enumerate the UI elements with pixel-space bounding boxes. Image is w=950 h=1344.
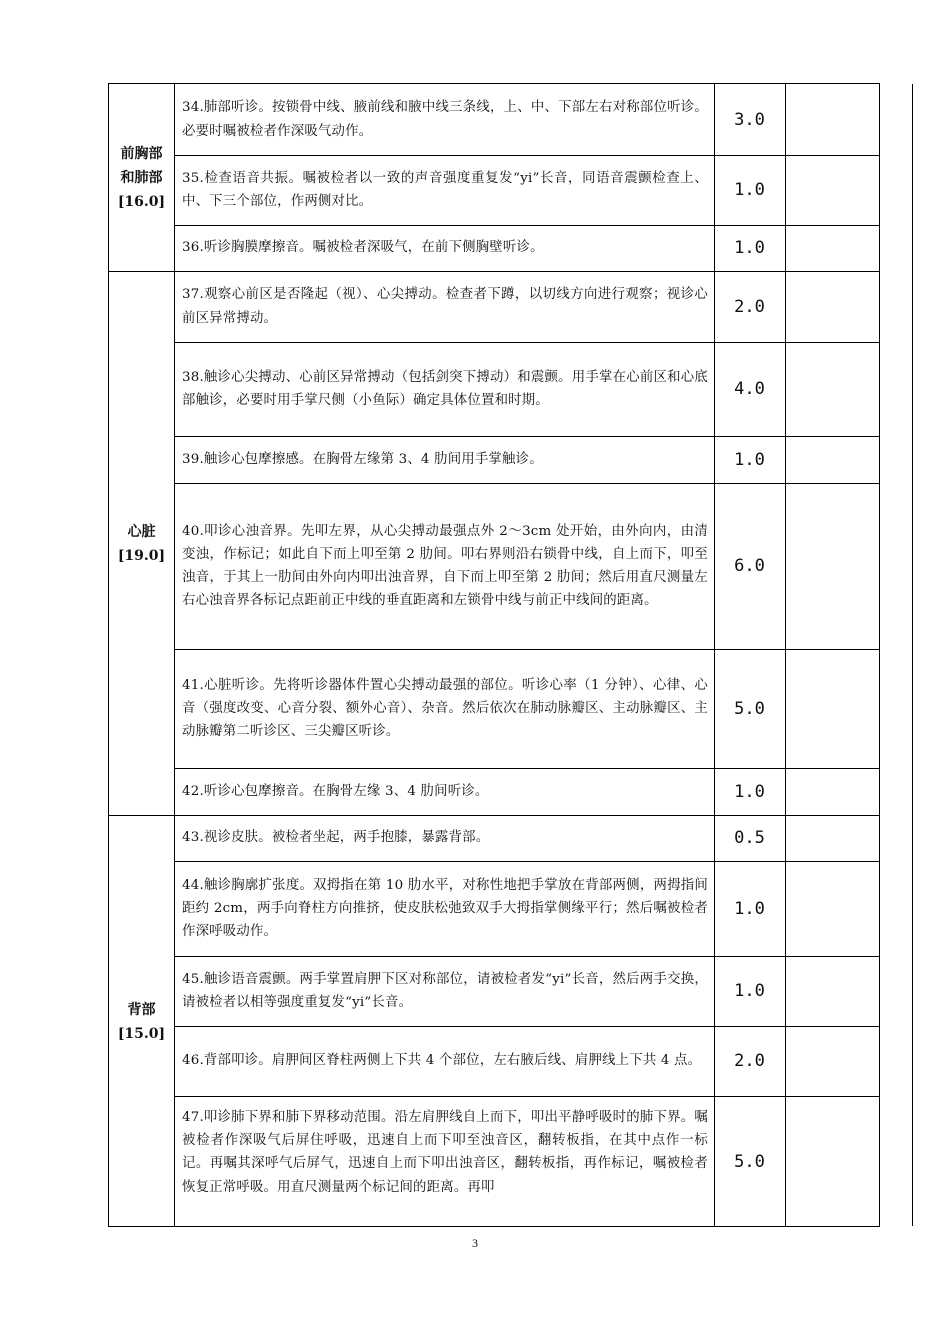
- item-description: 40.叩诊心浊音界。先叩左界，从心尖搏动最强点外 2～3cm 处开始，由外向内，由清变浊，作标记；如此自下而上叩至第 2 肋间。叩右界则沿右锁骨中线，自上而下，叩至浊音，于其上一肋间由外向内叩出浊音界，自下而上叩至第 2 肋间；然后用直尺测量左右心浊音界各标记点距前正中线的垂直距离和左锁骨中线与前正中线间的距离。: [182, 523, 708, 609]
- section-total: [19.0]: [117, 547, 166, 564]
- item-score: 6.0: [734, 556, 765, 576]
- item-description: 34.肺部听诊。按锁骨中线、腋前线和腋中线三条线，上、中、下部左右对称部位听诊。必要时嘱被检者作深吸气动作。: [182, 100, 708, 139]
- item-score: 1.0: [734, 180, 765, 200]
- section-cell-chest-lungs: [109, 84, 174, 271]
- scoring-table: [108, 83, 880, 1227]
- section-name: 心脏: [127, 523, 156, 540]
- page-number: 3: [472, 1236, 478, 1250]
- column-divider: [912, 84, 913, 1226]
- section-total: [15.0]: [117, 1026, 166, 1042]
- column-divider: [785, 84, 786, 1226]
- item-score: 2.0: [734, 1051, 765, 1071]
- item-score: 2.0: [734, 296, 765, 317]
- section-name: 背部: [127, 1002, 156, 1018]
- item-score: 5.0: [734, 1152, 765, 1172]
- item-score: 0.5: [734, 828, 765, 848]
- item-score: 1.0: [734, 781, 765, 802]
- item-description: 36.听诊胸膜摩擦音。嘱被检者深吸气，在前下侧胸壁听诊。: [182, 240, 544, 256]
- item-score: 1.0: [734, 898, 765, 919]
- item-description: 37.观察心前区是否隆起（视）、心尖搏动。检查者下蹲，以切线方向进行观察；视诊心前区异常搏动。: [182, 287, 708, 326]
- column-divider: [174, 84, 175, 1226]
- section-cell-heart: [109, 271, 174, 815]
- section-cell-back: [109, 815, 174, 1228]
- item-description: 35.检查语音共振。嘱被检者以一致的声音强度重复发“yi”长音，同语音震颤检查上、中、下三个部位，作两侧对比。: [182, 170, 708, 209]
- item-description: 39.触诊心包摩擦感。在胸骨左缘第 3、4 肋间用手掌触诊。: [182, 451, 543, 467]
- item-description: 47.叩诊肺下界和肺下界移动范围。沿左肩胛线自上而下，叩出平静呼吸时的肺下界。嘱被检者作深吸气后屏住呼吸，迅速自上而下叩至浊音区，翻转板指，在其中点作一标记。再嘱其深呼气后屏气，迅速自上而下叩出浊音区，翻转板指，再作标记，嘱被检者恢复正常呼吸。用直尺测量两个标记间的距离。再叩: [182, 1110, 708, 1195]
- item-description: 43.视诊皮肤。被检者坐起，两手抱膝，暴露背部。: [182, 830, 490, 846]
- section-name: 前胸部和肺部: [120, 145, 163, 186]
- item-description: 46.背部叩诊。肩胛间区脊柱两侧上下共 4 个部位，左右腋后线、肩胛线上下共 4 点。: [182, 1053, 702, 1069]
- section-total: [16.0]: [117, 193, 166, 210]
- item-description: 44.触诊胸廓扩张度。双拇指在第 10 肋水平，对称性地把手掌放在背部两侧，两拇指间距约 2cm，两手向脊柱方向推挤，使皮肤松弛致双手大拇指掌侧缘平行；然后嘱被检者作深呼吸动作。: [182, 877, 708, 940]
- item-score: 5.0: [734, 698, 765, 719]
- item-description: 42.听诊心包摩擦音。在胸骨左缘 3、4 肋间听诊。: [182, 783, 489, 799]
- item-score: 1.0: [734, 238, 765, 258]
- item-score: 1.0: [734, 981, 765, 1001]
- item-score: 3.0: [734, 109, 765, 130]
- item-description: 41.心脏听诊。先将听诊器体件置心尖搏动最强的部位。听诊心率（1 分钟）、心律、心音（强度改变、心音分裂、额外心音）、杂音。然后依次在肺动脉瓣区、主动脉瓣区、主动脉瓣第二听诊区、三尖瓣区听诊。: [182, 677, 708, 740]
- item-description: 45.触诊语音震颤。两手掌置肩胛下区对称部位，请被检者发“yi”长音，然后两手交换，请被检者以相等强度重复发“yi”长音。: [182, 971, 708, 1010]
- column-divider: [714, 84, 715, 1226]
- item-score: 1.0: [734, 449, 765, 470]
- item-description: 38.触诊心尖搏动、心前区异常搏动（包括剑突下搏动）和震颤。用手掌在心前区和心底部触诊，必要时用手掌尺侧（小鱼际）确定具体位置和时期。: [182, 369, 708, 408]
- item-score: 4.0: [734, 379, 765, 399]
